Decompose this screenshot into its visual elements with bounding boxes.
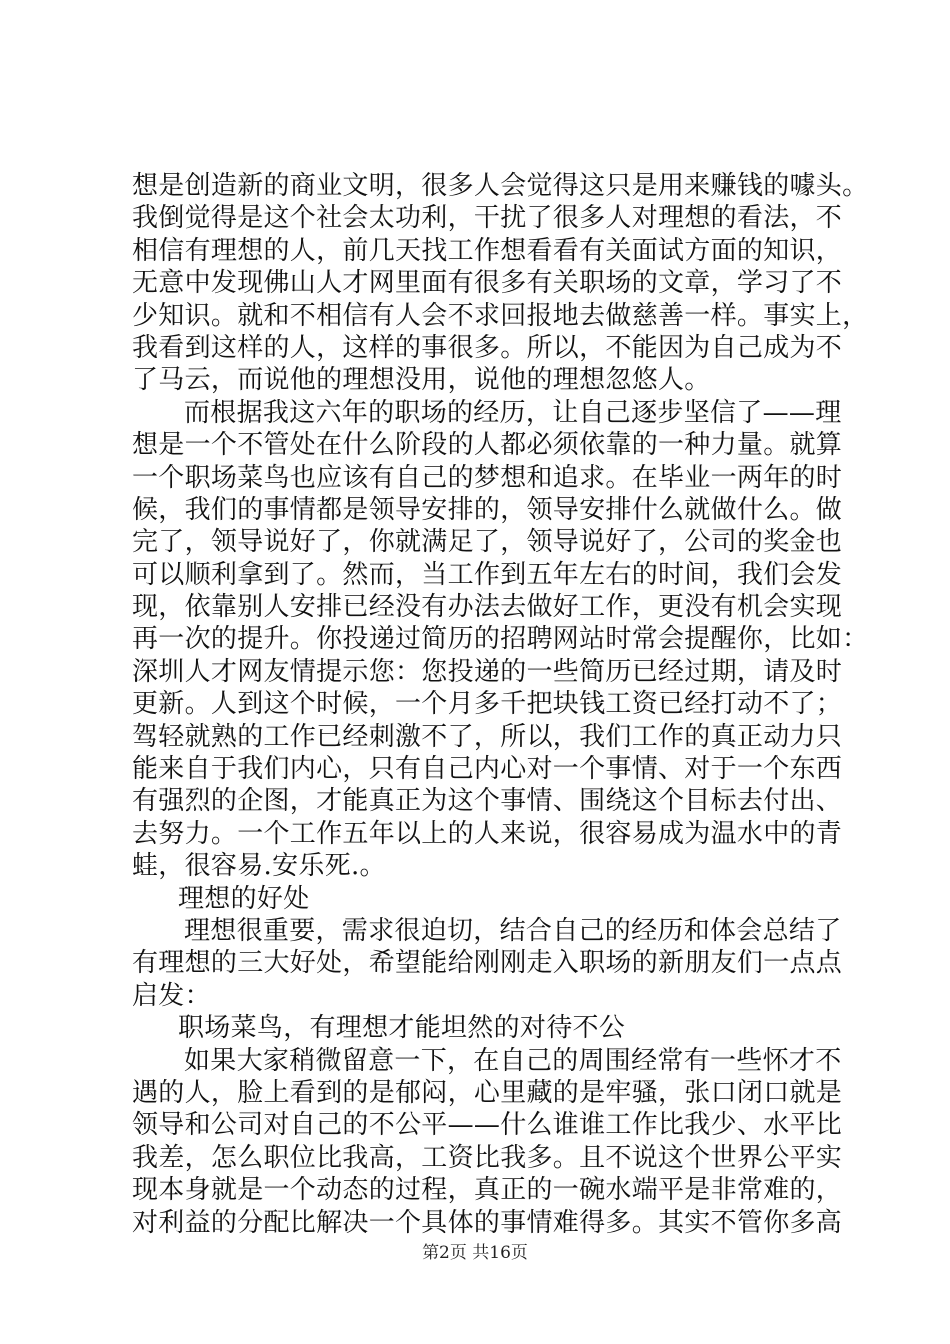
text-line: 我看到这样的人，这样的事很多。所以，不能因为自己成为不 — [132, 332, 843, 363]
text-line: 相信有理想的人，前几天找工作想看看有关面试方面的知识， — [132, 235, 843, 266]
text-line: 启发： — [132, 980, 211, 1011]
text-line: 理想的好处 — [178, 883, 310, 914]
text-line: 职场菜鸟，有理想才能坦然的对待不公 — [178, 1013, 626, 1044]
text-line: 而根据我这六年的职场的经历，让自己逐步坚信了——理 — [184, 397, 842, 428]
text-line: 如果大家稍微留意一下，在自己的周围经常有一些怀才不 — [184, 1045, 842, 1076]
text-line: 可以顺利拿到了。然而，当工作到五年左右的时间，我们会发 — [132, 559, 843, 590]
text-line: 无意中发现佛山人才网里面有很多有关职场的文章，学习了不 — [132, 268, 843, 299]
text-line: 现，依靠别人安排已经没有办法去做好工作，更没有机会实现 — [132, 592, 843, 623]
text-line: 深圳人才网友情提示您：您投递的一些简历已经过期，请及时 — [132, 656, 843, 687]
text-line: 能来自于我们内心，只有自己内心对一个事情、对于一个东西 — [132, 754, 843, 785]
text-line: 想是一个不管处在什么阶段的人都必须依靠的一种力量。就算 — [132, 430, 843, 461]
text-line: 去努力。一个工作五年以上的人来说，很容易成为温水中的青 — [132, 818, 843, 849]
text-line: 有强烈的企图，才能真正为这个事情、围绕这个目标去付出、 — [132, 786, 843, 817]
text-line: 对利益的分配比解决一个具体的事情难得多。其实不管你多高 — [132, 1207, 843, 1238]
text-line: 候，我们的事情都是领导安排的，领导安排什么就做什么。做 — [132, 494, 843, 525]
text-line: 少知识。就和不相信有人会不求回报地去做慈善一样。事实上， — [132, 300, 869, 331]
text-line: 遇的人，脸上看到的是郁闷，心里藏的是牢骚，张口闭口就是 — [132, 1077, 843, 1108]
text-line: 想是创造新的商业文明，很多人会觉得这只是用来赚钱的噱头。 — [132, 171, 869, 201]
text-line: 蛙，很容易.安乐死.。 — [132, 851, 386, 882]
text-line: 了马云，而说他的理想没用，说他的理想忽悠人。 — [132, 365, 711, 396]
text-line: 一个职场菜鸟也应该有自己的梦想和追求。在毕业一两年的时 — [132, 462, 843, 493]
page-footer: 第2页 共16页 — [422, 1243, 528, 1263]
text-line: 更新。人到这个时候，一个月多千把块钱工资已经打动不了； — [132, 689, 843, 720]
text-line: 现本身就是一个动态的过程，真正的一碗水端平是非常难的， — [132, 1175, 843, 1206]
text-line: 理想很重要，需求很迫切，结合自己的经历和体会总结了 — [184, 915, 842, 946]
text-line: 再一次的提升。你投递过简历的招聘网站时常会提醒你，比如： — [132, 624, 869, 655]
document-body — [132, 170, 869, 1239]
text-line: 完了，领导说好了，你就满足了，领导说好了，公司的奖金也 — [132, 527, 843, 558]
text-line: 我差，怎么职位比我高，工资比我多。且不说这个世界公平实 — [132, 1142, 843, 1173]
text-line: 驾轻就熟的工作已经刺激不了，所以，我们工作的真正动力只 — [132, 721, 843, 752]
text-line: 我倒觉得是这个社会太功利，干扰了很多人对理想的看法，不 — [132, 203, 843, 234]
text-line: 领导和公司对自己的不公平——什么谁谁工作比我少、水平比 — [132, 1110, 843, 1141]
text-line: 有理想的三大好处，希望能给刚刚走入职场的新朋友们一点点 — [132, 948, 843, 979]
